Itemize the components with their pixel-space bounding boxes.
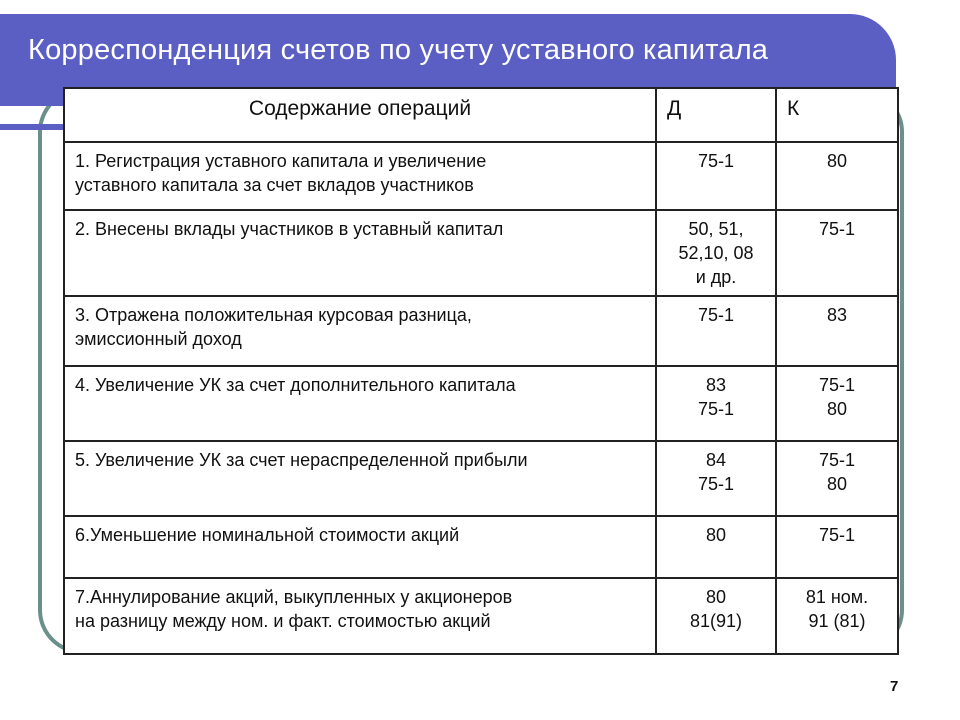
operation-cell (64, 210, 656, 296)
credit-cell-text: 81 ном. (805, 587, 869, 607)
debit-cell-text: 80 (705, 525, 727, 545)
table-row (64, 142, 898, 210)
debit-cell (656, 441, 776, 516)
header-debit: Д (656, 88, 776, 142)
debit-cell-text: и др. (695, 267, 737, 287)
credit-cell-text: 75-1 (818, 525, 856, 545)
credit-cell (776, 516, 898, 578)
operation-cell-text: 2. Внесены вклады участников в уставный капитал (75, 219, 504, 239)
operation-cell (64, 441, 656, 516)
table-body (64, 142, 898, 654)
operation-cell-text: 7.Аннулирование акций, выкупленных у акционеров (75, 587, 513, 607)
debit-cell-text: 81(91) (689, 611, 743, 631)
debit-cell-text: 75-1 (697, 305, 735, 325)
debit-cell-text: 80 (705, 587, 727, 607)
debit-cell-text: 50, 51, (688, 219, 744, 239)
header-credit: К (776, 88, 898, 142)
credit-cell (776, 441, 898, 516)
credit-cell-text: 75-1 (818, 219, 856, 239)
debit-cell (656, 366, 776, 441)
table-row (64, 296, 898, 366)
operation-cell-text: 6.Уменьшение номинальной стоимости акций (75, 525, 460, 545)
credit-cell-text: 75-1 (818, 375, 856, 395)
operation-cell-text: эмиссионный доход (75, 329, 242, 349)
table-row (64, 441, 898, 516)
accounts-table (63, 87, 899, 655)
operation-cell-text: уставного капитала за счет вкладов участников (75, 175, 474, 195)
debit-cell-text: 75-1 (697, 151, 735, 171)
credit-cell (776, 578, 898, 654)
table-row (64, 366, 898, 441)
credit-cell-text: 80 (826, 399, 848, 419)
debit-cell (656, 210, 776, 296)
operation-cell-text: 3. Отражена положительная курсовая разница, (75, 305, 472, 325)
debit-cell (656, 296, 776, 366)
operation-cell-text: 5. Увеличение УК за счет нераспределенной прибыли (75, 450, 528, 470)
debit-cell-text: 84 (705, 450, 727, 470)
debit-cell-text: 83 (705, 375, 727, 395)
operation-cell (64, 516, 656, 578)
table-header-row (64, 88, 898, 142)
slide-title: Корреспонденция счетов по учету уставного капитала (28, 34, 769, 66)
credit-cell (776, 142, 898, 210)
header-operation: Содержание операций (64, 88, 656, 142)
table-row (64, 516, 898, 578)
debit-cell-text: 52,10, 08 (678, 243, 754, 263)
operation-cell-text: 1. Регистрация уставного капитала и увеличение (75, 151, 487, 171)
operation-cell (64, 366, 656, 441)
credit-cell (776, 366, 898, 441)
operation-cell-text: на разницу между ном. и факт. стоимостью акций (75, 611, 491, 631)
credit-cell (776, 210, 898, 296)
operation-cell (64, 142, 656, 210)
page-number: 7 (890, 678, 899, 695)
debit-cell (656, 142, 776, 210)
operation-cell-text: 4. Увеличение УК за счет дополнительного капитала (75, 375, 516, 395)
table-row (64, 210, 898, 296)
credit-cell-text: 80 (826, 151, 848, 171)
credit-cell-text: 83 (826, 305, 848, 325)
table-row (64, 578, 898, 654)
operation-cell (64, 296, 656, 366)
credit-cell-text: 75-1 (818, 450, 856, 470)
debit-cell (656, 516, 776, 578)
credit-cell-text: 91 (81) (808, 611, 866, 631)
debit-cell-text: 75-1 (697, 399, 735, 419)
credit-cell-text: 80 (826, 474, 848, 494)
operation-cell (64, 578, 656, 654)
debit-cell-text: 75-1 (697, 474, 735, 494)
debit-cell (656, 578, 776, 654)
credit-cell (776, 296, 898, 366)
